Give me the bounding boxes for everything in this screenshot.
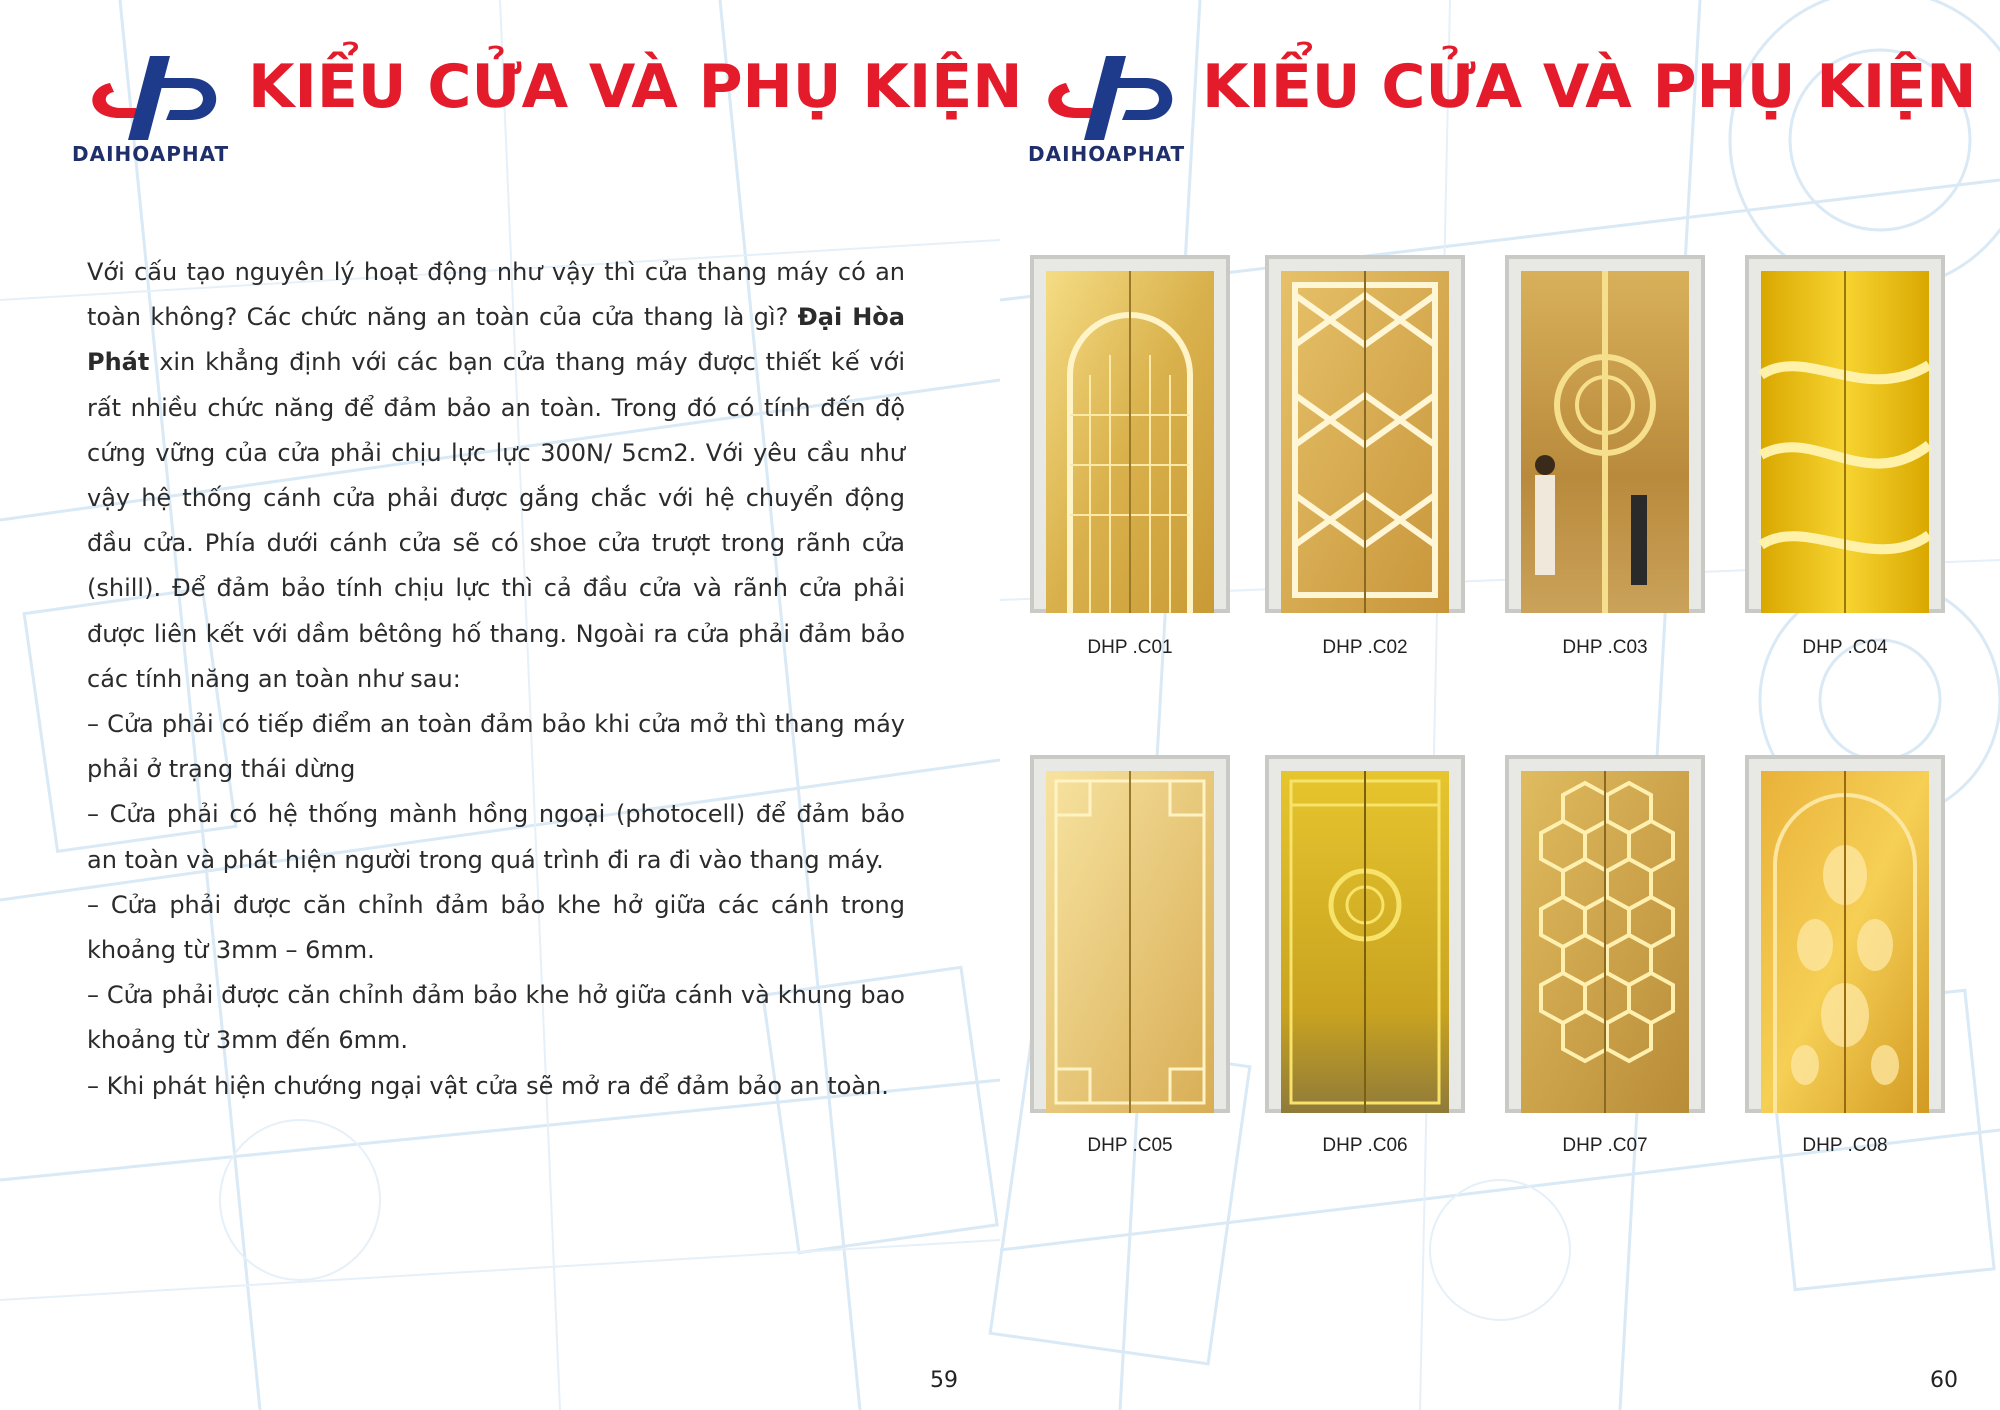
door-label: DHP .C05 <box>1087 1135 1173 1156</box>
bullet-item: – Khi phát hiện chướng ngại vật cửa sẽ mở ra để đảm bảo an toàn. <box>87 1071 889 1100</box>
door-c01-image <box>1030 255 1230 613</box>
door-c05-image <box>1030 755 1230 1113</box>
door-c04-image <box>1745 255 1945 613</box>
intro-paragraph <box>87 250 905 702</box>
door-c03-image <box>1505 255 1705 613</box>
door-c08 <box>1745 755 1945 1113</box>
door-c06-image <box>1265 755 1465 1113</box>
door-label: DHP .C07 <box>1562 1135 1648 1156</box>
door-c02 <box>1265 255 1465 613</box>
brand-logo <box>72 42 242 172</box>
door-c05 <box>1030 755 1230 1113</box>
bullet-item: – Cửa phải có hệ thống mành hồng ngoại (photocell) để đảm bảo an toàn và phát hiện người trong quá trình đi ra đi vào thang máy. <box>87 800 905 874</box>
page-title: KIỂU CỬA VÀ PHỤ KIỆN <box>1202 52 1977 122</box>
page-number: 59 <box>930 1368 958 1393</box>
door-label: DHP .C03 <box>1562 637 1648 658</box>
door-c04 <box>1745 255 1945 613</box>
page-number: 60 <box>1930 1368 1958 1393</box>
door-c07 <box>1505 755 1705 1113</box>
bullet-item: – Cửa phải có tiếp điểm an toàn đảm bảo khi cửa mở thì thang máy phải ở trạng thái dừng <box>87 710 905 784</box>
door-c02-image <box>1265 255 1465 613</box>
door-c06 <box>1265 755 1465 1113</box>
logo-mark-icon <box>80 48 230 148</box>
body-text <box>87 250 905 1109</box>
intro-brand-name: Đại Hòa Phát <box>87 303 905 377</box>
door-label: DHP .C08 <box>1802 1135 1888 1156</box>
door-label: DHP .C01 <box>1087 637 1173 658</box>
door-label: DHP .C06 <box>1322 1135 1408 1156</box>
logo-text: DAIHOAPHAT <box>1028 142 1186 166</box>
page-right <box>1000 0 2000 1410</box>
door-label: DHP .C02 <box>1322 637 1408 658</box>
logo-text: DAIHOAPHAT <box>72 142 230 166</box>
logo-mark-icon <box>1036 48 1186 148</box>
door-c07-image <box>1505 755 1705 1113</box>
bullet-item: – Cửa phải được căn chỉnh đảm bảo khe hở giữa các cánh trong khoảng từ 3mm – 6mm. <box>87 890 905 965</box>
door-c01 <box>1030 255 1230 613</box>
door-c03 <box>1505 255 1705 613</box>
intro-text-end: xin khẳng định với các bạn cửa thang máy được thiết kế với rất nhiều chức năng để đảm bảo an toàn. Trong đó có tính đến độ cứng vững của cửa phải chịu lực lực 300N/ 5cm2. Với yêu cầu như vậy hệ thống cánh cửa phải được gắng chắc với hệ chuyển động đầu cửa. Phía dưới cánh cửa sẽ có shoe cửa trượt trong rãnh cửa (shill). Để đảm bảo tính chịu lực thì cả đầu cửa và rãnh cửa phải được liên kết với dầm bêtông hố thang. Ngoài ra cửa phải đảm bảo các tính năng an toàn như sau: <box>87 348 905 693</box>
brand-logo <box>1028 42 1198 172</box>
door-c08-image <box>1745 755 1945 1113</box>
page-title: KIỂU CỬA VÀ PHỤ KIỆN <box>248 52 1023 122</box>
door-label: DHP .C04 <box>1802 637 1888 658</box>
bullet-item: – Cửa phải được căn chỉnh đảm bảo khe hở giữa cánh và khung bao khoảng từ 3mm đến 6mm. <box>87 981 905 1055</box>
intro-text-start: Với cấu tạo nguyên lý hoạt động như vậy thì cửa thang máy có an toàn không? Các chức năng an toàn của cửa thang là gì? <box>87 258 905 332</box>
